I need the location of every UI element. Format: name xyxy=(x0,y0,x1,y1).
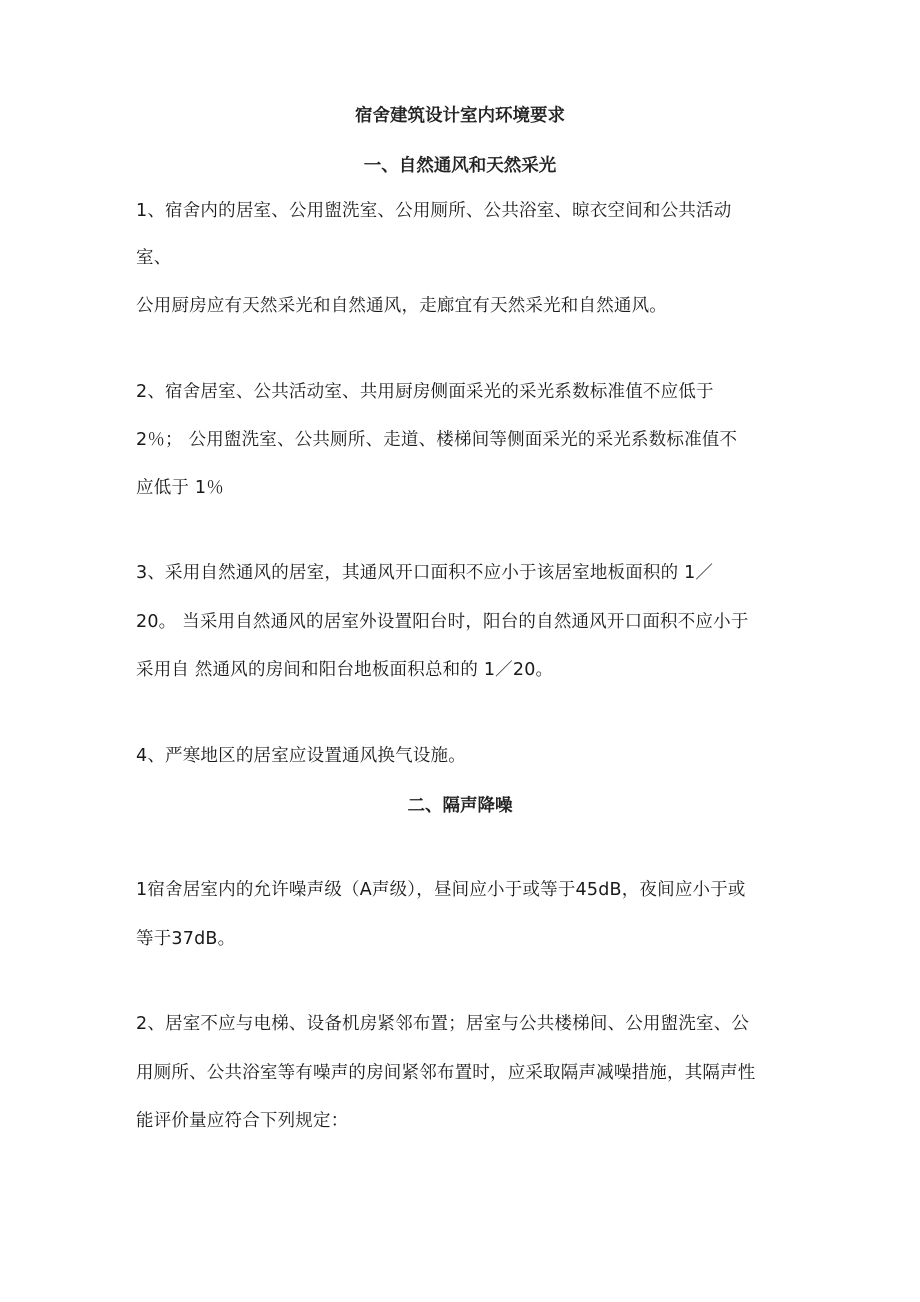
paragraph-line: 采用自 然通风的房间和阳台地板面积总和的 1／20。 xyxy=(136,660,554,680)
paragraph-line: 3、采用自然通风的居室，其通风开口面积不应小于该居室地板面积的 1／ xyxy=(136,563,714,583)
paragraph-line: 2％； 公用盥洗室、公共厕所、走道、楼梯间等侧面采光的采光系数标准值不 xyxy=(136,430,738,450)
paragraph-line: 20。 当采用自然通风的居室外设置阳台时，阳台的自然通风开口面积不应小于 xyxy=(136,612,749,632)
paragraph-line: 2、居室不应与电梯、设备机房紧邻布置；居室与公共楼梯间、公用盥洗室、公 xyxy=(136,1014,750,1034)
paragraph-line: 等于37dB。 xyxy=(136,929,236,949)
paragraph-line: 室、 xyxy=(136,248,172,268)
paragraph-line: 应低于 1％ xyxy=(136,478,224,498)
section-heading-1: 一、自然通风和天然采光 xyxy=(363,156,557,176)
paragraph-line: 公用厨房应有天然采光和自然通风，走廊宜有天然采光和自然通风。 xyxy=(136,296,667,316)
paragraph-line: 1宿舍居室内的允许噪声级（A声级），昼间应小于或等于45dB，夜间应小于或 xyxy=(136,880,746,900)
paragraph-line: 能评价量应符合下列规定： xyxy=(136,1111,349,1131)
section-heading-2: 二、隔声降噪 xyxy=(407,796,513,816)
paragraph-line: 4、严寒地区的居室应设置通风换气设施。 xyxy=(136,746,466,766)
paragraph-line: 用厕所、公共浴室等有噪声的房间紧邻布置时，应采取隔声减噪措施，其隔声性 xyxy=(136,1063,756,1083)
paragraph-line: 1、宿舍内的居室、公用盥洗室、公用厕所、公共浴室、晾衣空间和公共活动 xyxy=(136,201,732,221)
paragraph-line: 2、宿舍居室、公共活动室、共用厨房侧面采光的采光系数标准值不应低于 xyxy=(136,382,714,402)
document-title: 宿舍建筑设计室内环境要求 xyxy=(355,106,565,126)
